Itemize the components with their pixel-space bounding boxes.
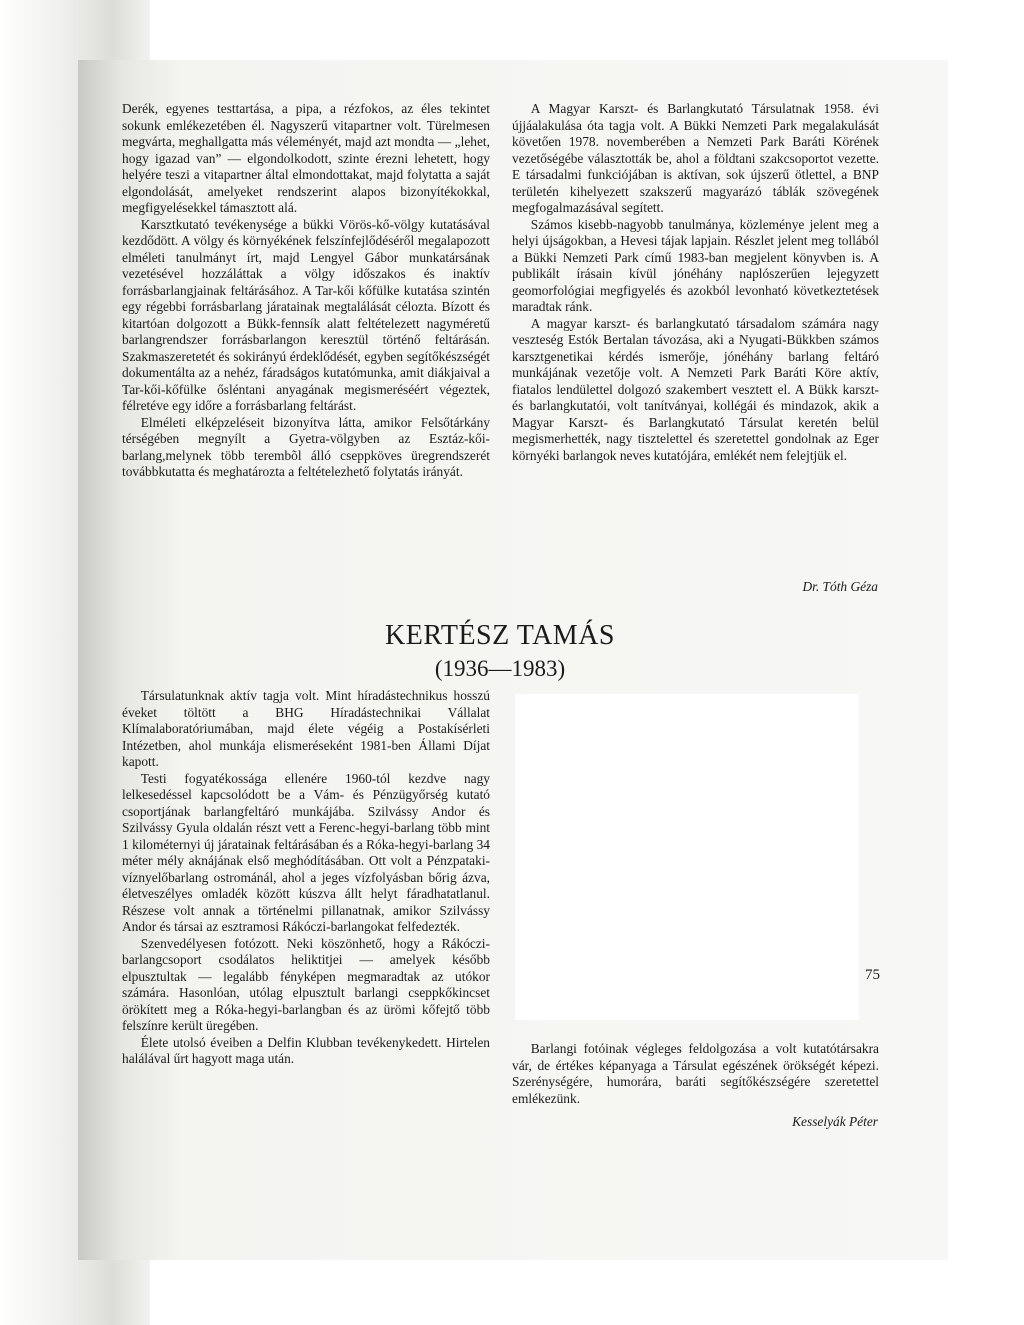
paragraph: Számos kisebb-nagyobb tanulmánya, közleménye jelent meg a helyi újságokban, a Hevesi tájak lapjain. Részlet jelent meg tollából a Bükki Nemzeti Park című 1983-ban megjelent könyvben is. A publikált írásain kívül jónéhány naplószerűen lejegyzett geomorfológiai megfigyelés és azokból levonható következtetések maradtak ránk. (512, 216, 879, 314)
column-left-bottom (122, 688, 490, 1068)
obituary-title: KERTÉSZ TAMÁS (385, 620, 615, 651)
paragraph: A magyar karszt- és barlangkutató társadalom számára nagy veszteség Estók Bertalan távozása, aki a Nyugati-Bükkben számos karsztgenetikai kérdés ismerője, jónéhány barlang feltáró munkájának vezetője volt. A Nemzeti Park Baráti Köre aktív, fiatalos lendülettel dolgozó szakembert vesztett el. A Bükk karszt- és barlangkutatói, volt tanítványai, kollégái és mindazok, akik a Magyar Karszt- és Barlangkutató Társulat keretén belül megismerhették, nagy tisztelettel és szeretettel gondolnak az Eger környéki barlangok neves kutatójára, emlékét nem felejtjük el. (512, 315, 879, 463)
author-signature: Kesselyák Péter (792, 1114, 878, 1129)
portrait-photo-placeholder (515, 694, 859, 1020)
paragraph: Derék, egyenes testtartása, a pipa, a rézfokos, az éles tekintet sokunk emlékezetében él. Nagyszerű vitapartner volt. Türelmesen megvárta, meghallgatta más véleményét, majd azt mondta — „lehet, hogy igazad van” — elgondolkodott, szinte érezni lehetett, hogy helyére teszi a vitapartner által elmondottakat, majd folytatta a saját elgondolását, amelyeket rendszerint alapos bizonyítékokkal, megfigyelésekkel támasztott alá. (122, 101, 490, 215)
paragraph: Karsztkutató tevékenysége a bükki Vörös-kő-völgy kutatásával kezdődött. A völgy és környékének felszínfejlődéséről megalapozott elméleti tanulmányt írt, majd Lengyel Gábor munkatársának vezetésével hozzáláttak a völgy időszakos és inaktív forrásbarlangjainak feltárásához. A Tar-kői kőfülke kutatása szintén egy régebbi forrásbarlang járatainak megtalálását célozta. Bízott és kitartóan dolgozott a Bükk-fennsík alatt feltételezett nagyméretű barlangrendszer forrásbarlangon keresztül történő feltárásán. Szakmaszeretetét és sokirányú érdeklődését, egyben segítőkészségét dokumentálta az a nehéz, fáradságos kutatómunka, amit diákjaival a Tar-kői-kőfülke ősléntani anyagának megismeréséért végeztek, félretéve egy időre a forrásbarlang feltárást. (122, 216, 490, 413)
paragraph: Elméleti elképzeléseit bizonyítva látta, amikor Felsőtárkány térségében megnyílt a Gyetra-völgyben az Esztáz-kői-barlang,melynek több terembõl álló cseppköves üregrendszerét továbbkutatta és meghatározta a feltételezhető folytatás irányát. (122, 414, 490, 479)
paragraph: Élete utolsó éveiben a Delfin Klubban tevékenykedett. Hirtelen halálával űrt hagyott maga után. (122, 1034, 490, 1066)
obituary-years: (1936—1983) (434, 656, 566, 681)
author-signature: Dr. Tóth Géza (802, 579, 878, 594)
page-number: 75 (865, 967, 880, 983)
paragraph: Barlangi fotóinak végleges feldolgozása a volt kutatótársakra vár, de értékes képanyaga a Társulat egészének örökségét képezi. Szerénységére, humorára, baráti segítőkészségére szeretettel emlékezünk. (512, 1041, 879, 1106)
paragraph: Szenvedélyesen fotózott. Neki köszönhető, hogy a Rákóczi-barlangcsoport csodálatos heliktitjei — amelyek később elpusztultak — legalább fényképen megmaradtak az utókor számára. Hasonlóan, utólag elpusztult barlangi cseppkőkincset örökített meg a Róka-hegyi-barlangban és az ürömi kőfejtő több felszínre került üregében. (122, 935, 490, 1033)
column-left-top (122, 101, 490, 481)
column-right-bottom (512, 1041, 879, 1107)
column-right-top (512, 101, 879, 464)
paragraph: Testi fogyatékossága ellenére 1960-tól kezdve nagy lelkesedéssel kapcsolódott be a Vám- és Pénzügyőrség kutató csoportjának barlangfeltáró munkájába. Szilvássy Andor és Szilvássy Gyula oldalán részt vett a Ferenc-hegyi-barlang több mint 1 kilométernyi új járatainak feltárásában és a Róka-hegyi-barlang 34 méter mély aknájának első meghódításában. Ott volt a Pénzpataki-víznyelőbarlang ostrománál, ahol a jeges vízfolyásban bőrig ázva, életveszélyes omladék között kúszva állt helyt fáradhatatlanul. Részese volt annak a történelmi pillanatnak, amikor Szilvássy Andor és társai az esztramosi Rákóczi-barlangokat felfedezték. (122, 770, 490, 934)
paragraph: A Magyar Karszt- és Barlangkutató Társulatnak 1958. évi újjáalakulása óta tagja volt. A Bükki Nemzeti Park megalakulását követően 1978. novemberében a Nemzeti Park Baráti Körének vezetőségébe választották be, ahol a földtani szakcsoportot vezette. E társadalmi funkciójában is aktívan, sok újszerű ötlettel, a BNP területén kihelyezett szakszerű magyarázó táblák szövegének megfogalmazásával segített. (512, 101, 879, 215)
paragraph: Társulatunknak aktív tagja volt. Mint híradástechnikus hosszú éveket töltött a BHG Híradástechnikai Vállalat Klímalaboratóriumában, majd élete végéig a Postakísérleti Intézetben, ahol munkája elismeréseként 1981-ben Állami Díjat kapott. (122, 688, 490, 769)
